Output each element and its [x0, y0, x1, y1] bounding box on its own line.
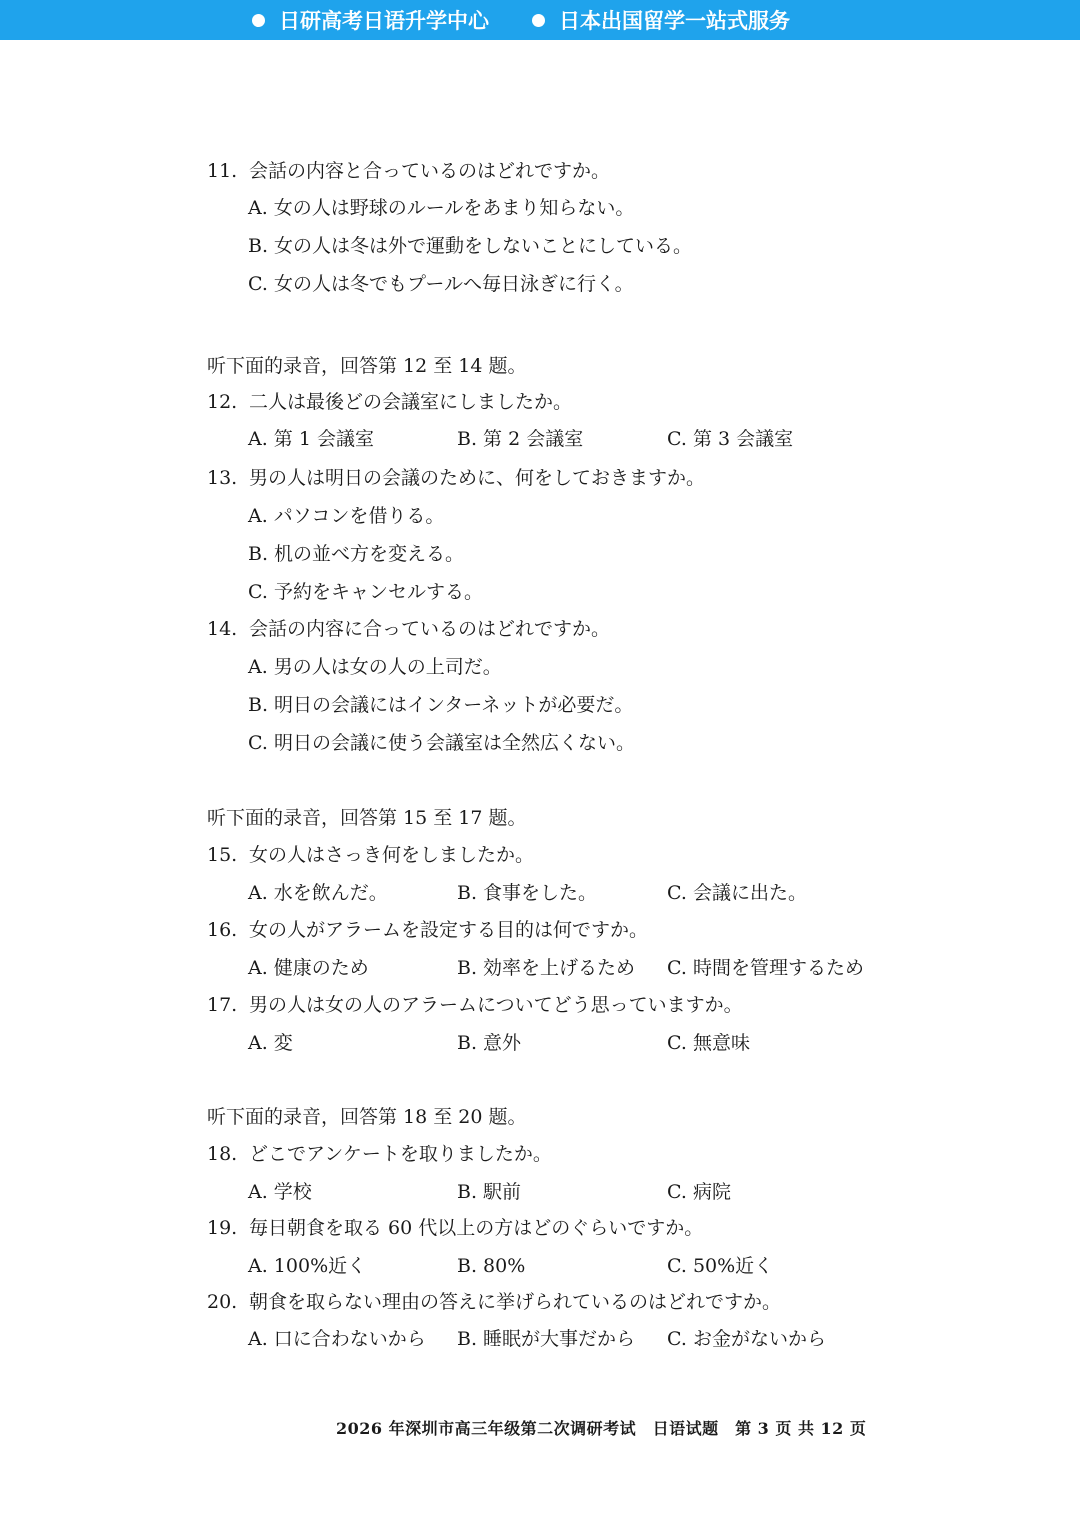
question-text: 朝食を取らない理由の答えに挙げられているのはどれですか。 — [249, 1291, 782, 1313]
question-number: 17. — [207, 994, 238, 1016]
question-14 — [207, 617, 610, 641]
question-16 — [207, 918, 648, 942]
option-c: C. 時間を管理するため — [667, 957, 864, 979]
option-b: B. 女の人は冬は外で運動をしないことにしている。 — [248, 235, 693, 257]
question-19 — [207, 1216, 703, 1240]
question-text: どこでアンケートを取りましたか。 — [249, 1143, 552, 1165]
option-c: C. 明日の会議に使う会議室は全然広くない。 — [248, 732, 635, 754]
question-11 — [207, 159, 610, 183]
question-18 — [207, 1142, 552, 1166]
question-number: 20. — [207, 1291, 238, 1313]
option-b: B. 食事をした。 — [457, 882, 598, 904]
question-number: 11. — [207, 160, 238, 182]
option-a: A. 女の人は野球のルールをあまり知らない。 — [248, 197, 635, 219]
option-b: B. 意外 — [457, 1032, 522, 1054]
option-a: A. 変 — [248, 1032, 293, 1054]
question-17 — [207, 993, 743, 1017]
section-instruction: 听下面的录音，回答第 18 至 20 题。 — [207, 1106, 527, 1128]
question-20 — [207, 1290, 781, 1314]
option-c: C. 第 3 会議室 — [667, 428, 794, 450]
question-text: 女の人がアラームを設定する目的は何ですか。 — [249, 919, 649, 941]
option-a: A. 100%近く — [248, 1255, 367, 1277]
question-number: 12. — [207, 391, 238, 413]
question-text: 男の人は女の人のアラームについてどう思っていますか。 — [249, 994, 743, 1016]
option-a: A. 第 1 会議室 — [248, 428, 374, 450]
option-a: A. 男の人は女の人の上司だ。 — [248, 656, 502, 678]
option-c: C. 会議に出た。 — [667, 882, 807, 904]
option-b: B. 明日の会議にはインターネットが必要だ。 — [248, 694, 634, 716]
option-b: B. 効率を上げるため — [457, 957, 636, 979]
question-15 — [207, 843, 534, 867]
banner-left-text: 日研高考日语升学中心 — [279, 9, 489, 33]
page-footer: 2026 年深圳市高三年级第二次调研考试 日语试题 第 3 页 共 12 页 — [336, 1419, 867, 1438]
option-a: A. 水を飲んだ。 — [248, 882, 388, 904]
question-number: 13. — [207, 467, 238, 489]
question-text: 毎日朝食を取る 60 代以上の方はどのぐらいですか。 — [249, 1217, 704, 1239]
option-c: C. 50%近く — [667, 1255, 774, 1277]
option-c: C. お金がないから — [667, 1328, 826, 1350]
option-b: B. 80% — [457, 1255, 526, 1277]
option-b: B. 駅前 — [457, 1181, 522, 1203]
question-number: 16. — [207, 919, 238, 941]
question-number: 15. — [207, 844, 238, 866]
option-b: B. 第 2 会議室 — [457, 428, 584, 450]
question-number: 18. — [207, 1143, 238, 1165]
banner-right-text: 日本出国留学一站式服务 — [559, 9, 790, 33]
option-b: B. 睡眠が大事だから — [457, 1328, 636, 1350]
question-text: 会話の内容に合っているのはどれですか。 — [249, 618, 611, 640]
question-number: 19. — [207, 1217, 238, 1239]
option-c: C. 無意味 — [667, 1032, 750, 1054]
option-a: A. 口に合わないから — [248, 1328, 426, 1350]
question-text: 男の人は明日の会議のために、何をしておきますか。 — [249, 467, 706, 489]
question-text: 会話の内容と合っているのはどれですか。 — [249, 160, 611, 182]
option-c: C. 病院 — [667, 1181, 731, 1203]
question-number: 14. — [207, 618, 238, 640]
question-13 — [207, 466, 705, 490]
question-text: 二人は最後どの会議室にしましたか。 — [249, 391, 573, 413]
section-instruction: 听下面的录音，回答第 12 至 14 题。 — [207, 355, 527, 377]
option-a: A. 健康のため — [248, 957, 369, 979]
option-a: A. 学校 — [248, 1181, 312, 1203]
section-instruction: 听下面的录音，回答第 15 至 17 题。 — [207, 807, 527, 829]
option-a: A. パソコンを借りる。 — [248, 505, 445, 527]
question-text: 女の人はさっき何をしましたか。 — [249, 844, 535, 866]
option-c: C. 予約をキャンセルする。 — [248, 581, 483, 603]
question-12 — [207, 390, 572, 414]
option-b: B. 机の並べ方を変える。 — [248, 543, 465, 565]
option-c: C. 女の人は冬でもプールへ毎日泳ぎに行く。 — [248, 273, 634, 295]
